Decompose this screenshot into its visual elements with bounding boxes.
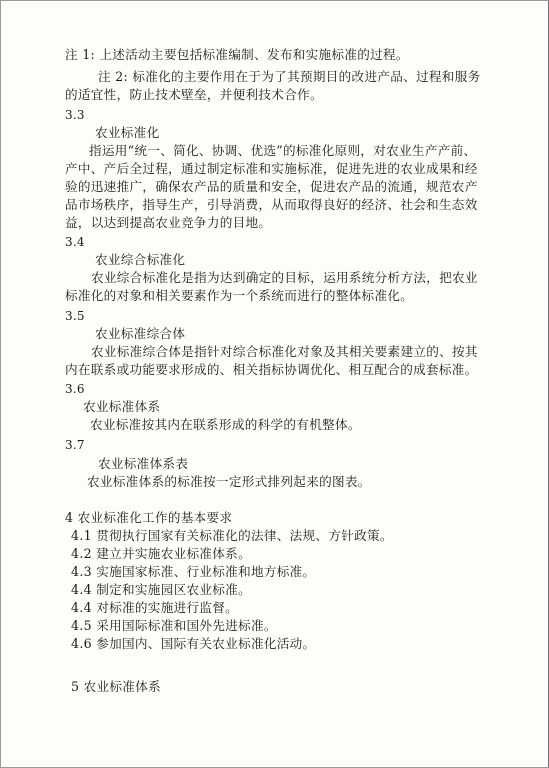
section-heading: 4 农业标准化工作的基本要求 — [65, 510, 233, 525]
definition-line: 内在联系或功能要求形成的、相关指标协调优化、相互配合的成套标准。 — [65, 362, 478, 377]
definition-line: 农业标准体系的标准按一定形式排列起来的图表。 — [87, 474, 371, 489]
definition-line: 标准化的对象和相关要素作为一个系统而进行的整体标准化。 — [65, 288, 414, 303]
requirement-item: 4.5 采用国际标准和国外先进标准。 — [71, 618, 277, 633]
note-1: 注 1: 上述活动主要包括标准编制、发布和实施标准的过程。 — [65, 47, 409, 62]
section-heading: 5 农业标准体系 — [71, 679, 161, 694]
note-2-line-2: 的适宜性，防止技术壁垒，并便利技术合作。 — [65, 87, 323, 102]
requirement-item: 4.1 贯彻执行国家有关标准化的法律、法规、方针政策。 — [71, 528, 393, 543]
definition-line: 农业标准综合体是指针对综合标准化对象及其相关要素建立的、按其 — [91, 344, 478, 359]
note-2-line-1: 注 2: 标准化的主要作用在于为了其预期目的改进产品、过程和服务 — [98, 69, 481, 84]
definition-line: 验的迅速推广，确保农产品的质量和安全，促进农产品的流通，规范农产 — [65, 179, 478, 194]
requirement-item: 4.6 参加国内、国际有关农业标准化活动。 — [71, 636, 316, 651]
definition-line: 指运用“统一、简化、协调、优选”的标准化原则，对农业生产产前、 — [89, 143, 477, 158]
term-heading: 农业标准体系表 — [98, 456, 189, 471]
clause-number: 3.6 — [65, 382, 85, 396]
clause-number: 3.5 — [65, 309, 85, 323]
requirement-item: 4.3 实施国家标准、行业标准和地方标准。 — [71, 564, 316, 579]
clause-number: 3.7 — [65, 438, 85, 452]
requirement-item: 4.4 对标准的实施进行监督。 — [71, 600, 239, 615]
requirement-item: 4.2 建立并实施农业标准体系。 — [71, 546, 251, 561]
clause-number: 3.4 — [65, 235, 85, 249]
requirement-item: 4.4 制定和实施园区农业标准。 — [71, 582, 251, 597]
definition-line: 产中、产后全过程，通过制定标准和实施标准，促进先进的农业成果和经 — [65, 161, 478, 176]
definition-line: 品市场秩序，指导生产，引导消费，从而取得良好的经济、社会和生态效 — [65, 197, 478, 212]
term-heading: 农业标准综合体 — [95, 326, 186, 341]
clause-number: 3.3 — [65, 108, 85, 122]
term-heading: 农业标准化 — [95, 125, 160, 140]
definition-line: 农业综合标准化是指为达到确定的目标，运用系统分析方法，把农业 — [91, 270, 478, 285]
term-heading: 农业标准体系 — [83, 399, 161, 414]
definition-line: 益，以达到提高农业竞争力的目地。 — [65, 215, 272, 230]
term-heading: 农业综合标准化 — [95, 252, 186, 267]
definition-line: 农业标准按其内在联系形成的科学的有机整体。 — [90, 417, 361, 432]
